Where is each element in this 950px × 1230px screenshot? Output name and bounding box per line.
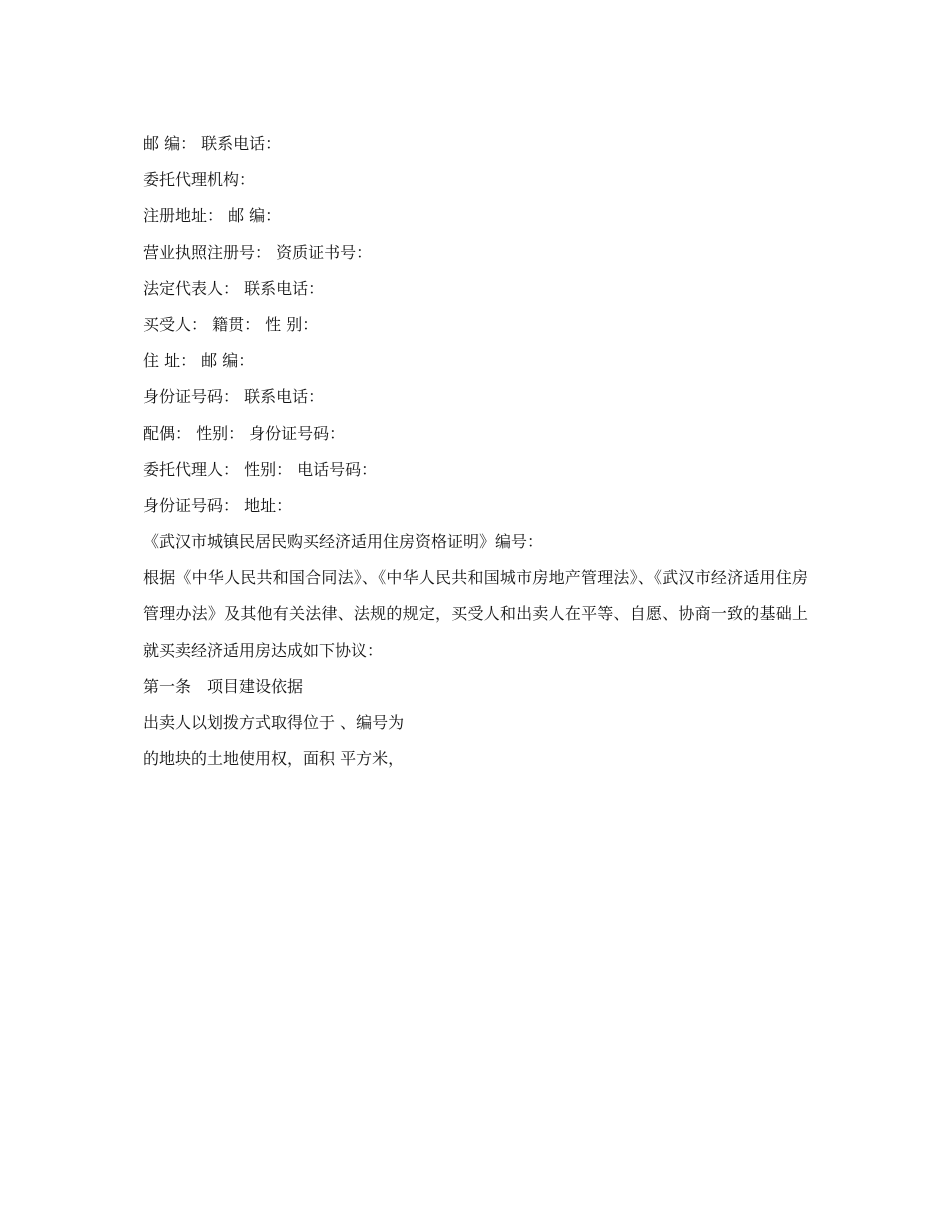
agency-name-line: 委托代理机构： [143,170,256,190]
buyer-line: 买受人： 籍贯： 性 别： [143,314,319,334]
buyer-agent-line: 委托代理人： 性别： 电话号码： [143,459,378,479]
agreement-preamble-paragraph: 根据《中华人民共和国合同法》、《中华人民共和国城市房地产管理法》、《武汉市经济适用住房管理办法》及其他有关法律、法规的规定，买受人和出卖人在平等、自愿、协商一致的基础上就买卖经济适用房达成如下协议： [143,568,808,660]
article-one-line: 的地块的土地使用权，面积 平方米， [143,749,405,769]
agency-representative-line: 法定代表人： 联系电话： [143,278,325,298]
seller-postcode-phone-line: 邮 编： 联系电话： [143,134,282,153]
agency-address-line: 注册地址： 邮 编： [143,206,282,226]
agency-license-line: 营业执照注册号： 资质证书号： [143,242,373,262]
buyer-id-line: 身份证号码： 联系电话： [143,387,325,407]
article-one-line: 出卖人以划拨方式取得位于 、编号为 [143,713,405,733]
buyer-agent-id-line: 身份证号码： 地址： [143,495,293,515]
qualification-certificate-line: 《武汉市城镇民居民购买经济适用住房资格证明》编号： [143,532,544,552]
spouse-line: 配偶： 性别： 身份证号码： [143,423,346,443]
article-one-heading: 第一条 项目建设依据 [143,676,304,696]
document-body [143,126,808,777]
buyer-address-line: 住 址： 邮 编： [143,351,255,371]
